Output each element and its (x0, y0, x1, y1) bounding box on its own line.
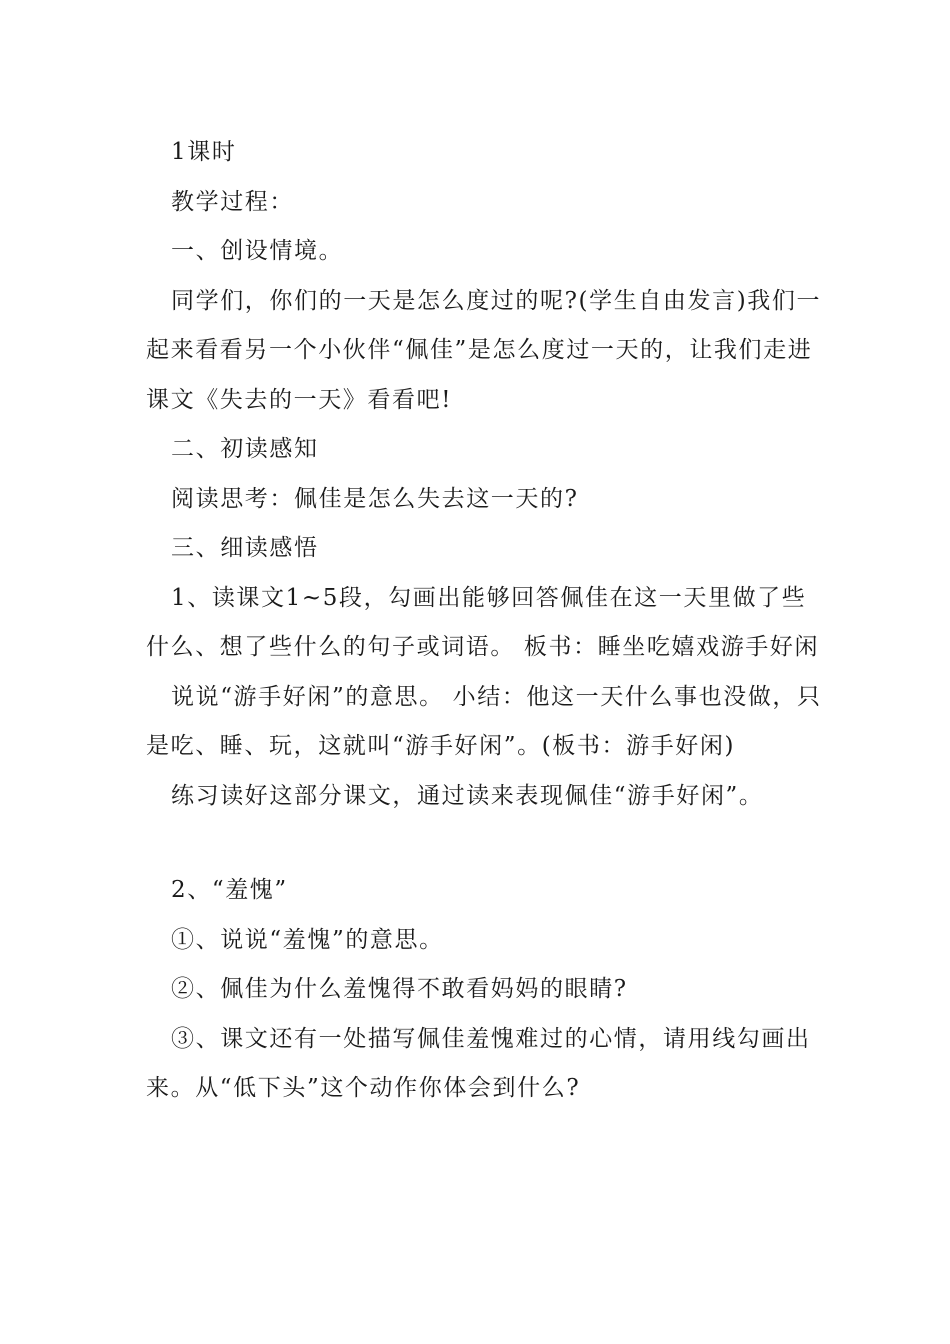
paragraph-task-2-heading: 2、“羞愧” (171, 877, 288, 903)
paragraph-idle-meaning: 说说“游手好闲”的意思。 小结：他这一天什么事也没做，只是吃、睡、玩，这就叫“游手好闲”。(板书：游手好闲) (146, 683, 822, 759)
paragraph-intro: 同学们，你们的一天是怎么度过的呢?(学生自由发言)我们一起来看看另一个小伙伴“佩佳”是怎么度过一天的，让我们走进课文《失去的一天》看看吧! (146, 287, 822, 413)
paragraph-section-1-heading: 一、创设情境。 (171, 238, 344, 264)
paragraph-gap (146, 821, 826, 866)
paragraph-task-2-item-3: ③、课文还有一处描写佩佳羞愧难过的心情，请用线勾画出来。从“低下头”这个动作你体会到什么? (146, 1025, 811, 1101)
paragraph-task-2-item-2: ②、佩佳为什么羞愧得不敢看妈妈的眼睛? (171, 976, 628, 1002)
paragraph-section-3-heading: 三、细读感悟 (171, 535, 319, 561)
paragraph-task-1: 1、读课文1~5段，勾画出能够回答佩佳在这一天里做了些什么、想了些什么的句子或词语。 板书：睡坐吃嬉戏游手好闲 (146, 584, 820, 660)
document-body (146, 128, 826, 1114)
paragraph-task-2-item-1: ①、说说“羞愧”的意思。 (171, 926, 444, 953)
paragraph-reading-practice: 练习读好这部分课文，通过读来表现佩佳“游手好闲”。 (171, 782, 764, 809)
paragraph-lesson-hours: 1课时 (171, 139, 237, 165)
paragraph-reading-question: 阅读思考：佩佳是怎么失去这一天的? (171, 485, 579, 512)
paragraph-teaching-process: 教学过程： (171, 188, 294, 215)
paragraph-section-2-heading: 二、初读感知 (171, 436, 319, 462)
